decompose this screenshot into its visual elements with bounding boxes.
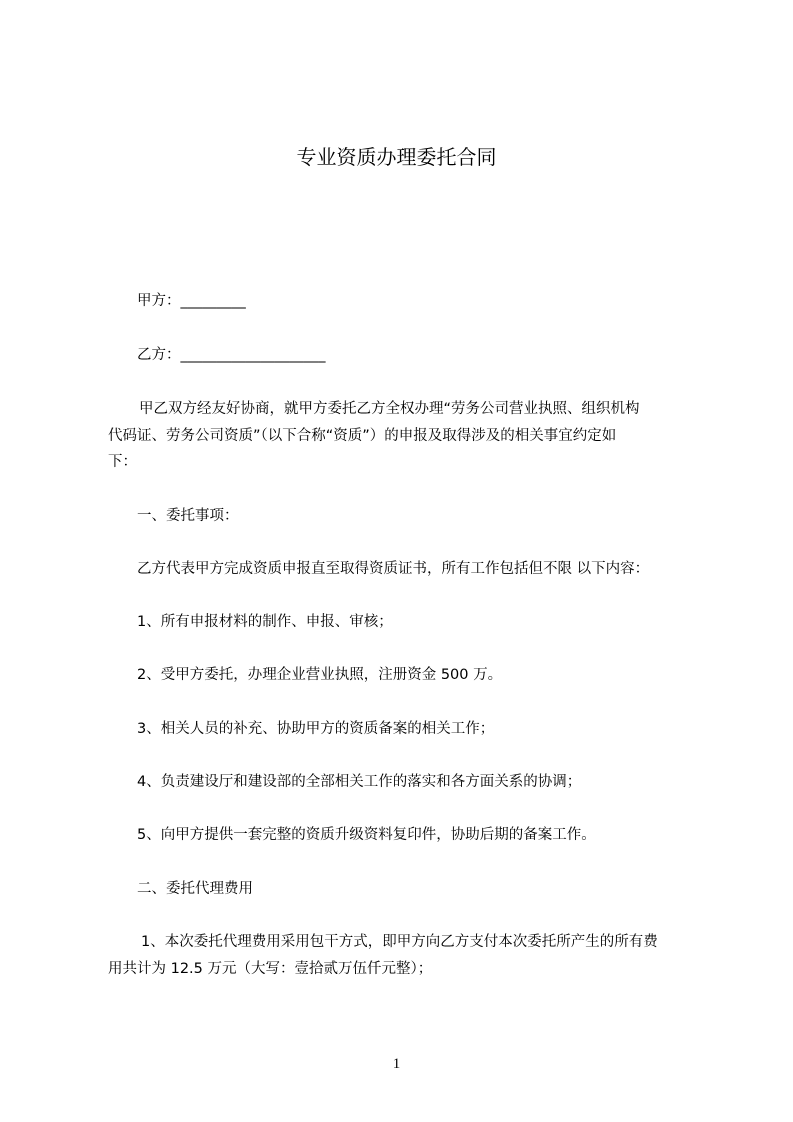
page-number: 1	[392, 1056, 401, 1072]
section-1-item: 3、相关人员的补充、协助甲方的资质备案的相关工作；	[137, 721, 495, 737]
intro-line-2: 代码证、劳务公司资质”（以下合称“资质”）的申报及取得涉及的相关事宜约定如	[108, 428, 617, 444]
document-title: 专业资质办理委托合同	[296, 145, 497, 169]
section-2-heading: 二、委托代理费用	[137, 881, 253, 897]
party-b-line: 乙方：____________________	[137, 347, 326, 363]
section-2-item-1-line-1: 1、本次委托代理费用采用包干方式，即甲方向乙方支付本次委托所产生的所有费	[141, 934, 658, 950]
intro-line-1: 甲乙双方经友好协商，就甲方委托乙方全权办理“劳务公司营业执照、组织机构	[139, 401, 640, 417]
section-1-item: 1、所有申报材料的制作、申报、审核；	[137, 614, 393, 630]
intro-line-3: 下：	[108, 454, 137, 470]
party-a-line: 甲方：_________	[137, 293, 246, 309]
section-1-item: 2、受甲方委托，办理企业营业执照，注册资金 500 万。	[137, 667, 503, 683]
section-1-item: 5、向甲方提供一套完整的资质升级资料复印件，协助后期的备案工作。	[137, 827, 596, 843]
section-1-lead: 乙方代表甲方完成资质申报直至取得资质证书，所有工作包括但不限 以下内容：	[137, 561, 650, 577]
section-2-item-1-line-2: 用共计为 12.5 万元（大写：壹拾贰万伍仟元整）；	[108, 961, 433, 977]
section-1-heading: 一、委托事项：	[137, 508, 239, 524]
section-1-item: 4、负责建设厅和建设部的全部相关工作的落实和各方面关系的协调；	[137, 774, 582, 790]
